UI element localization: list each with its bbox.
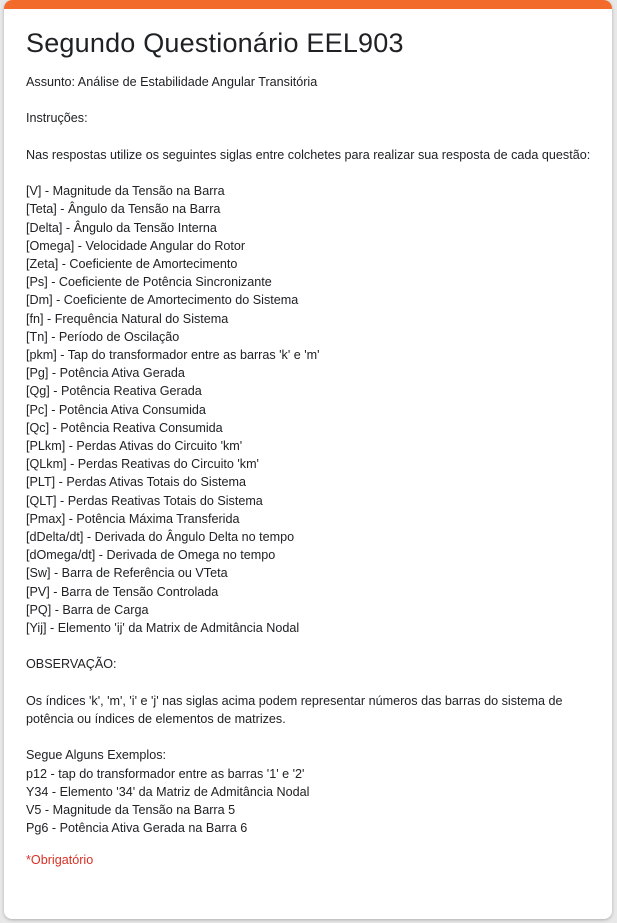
list-item: Pg6 - Potência Ativa Gerada na Barra 6 — [26, 821, 248, 836]
instructions-text: Nas respostas utilize os seguintes siglas entre colchetes para realizar sua resposta de cada questão: — [26, 147, 591, 162]
examples-list — [26, 765, 601, 838]
list-item: [PQ] - Barra de Carga — [26, 602, 149, 617]
list-item: p12 - tap do transformador entre as barras '1' e '2' — [26, 766, 305, 781]
list-item: [dDelta/dt] - Derivada do Ângulo Delta no tempo — [26, 530, 295, 545]
examples-label: Segue Alguns Exemplos: — [26, 748, 167, 763]
list-item: [Dm] - Coeficiente de Amortecimento do Sistema — [26, 293, 299, 308]
list-item: [Pc] - Potência Ativa Consumida — [26, 402, 206, 417]
form-header-content — [26, 25, 601, 869]
list-item: [Qc] - Potência Reativa Consumida — [26, 420, 223, 435]
list-item: [V] - Magnitude da Tensão na Barra — [26, 184, 225, 199]
observation-text: Os índices 'k', 'm', 'i' e 'j' nas siglas acima podem representar números das barras do sistema de potência ou índices de elementos de matrizes. — [26, 693, 563, 727]
list-item: [pkm] - Tap do transformador entre as barras 'k' e 'm' — [26, 348, 320, 362]
list-item: [fn] - Frequência Natural do Sistema — [26, 311, 229, 326]
observation-label: OBSERVAÇÃO: — [26, 657, 117, 672]
required-note: *Obrigatório — [26, 853, 94, 868]
subject-text: Assunto: Análise de Estabilidade Angular Transitória — [26, 75, 318, 89]
list-item: [Pg] - Potência Ativa Gerada — [26, 366, 185, 381]
list-item: [PLkm] - Perdas Ativas do Circuito 'km' — [26, 439, 243, 454]
list-item: [QLT] - Perdas Reativas Totais do Sistema — [26, 493, 263, 508]
list-item: [Qg] - Potência Reativa Gerada — [26, 384, 202, 399]
instructions-label: Instruções: — [26, 111, 88, 126]
header-accent-bar — [4, 0, 612, 9]
list-item: V5 - Magnitude da Tensão na Barra 5 — [26, 803, 236, 818]
list-item: [Pmax] - Potência Máxima Transferida — [26, 511, 240, 526]
list-item: [Tn] - Período de Oscilação — [26, 329, 180, 344]
list-item: [dOmega/dt] - Derivada de Omega no tempo — [26, 548, 276, 563]
list-item: [Teta] - Ângulo da Tensão na Barra — [26, 202, 221, 217]
list-item: [QLkm] - Perdas Reativas do Circuito 'km' — [26, 457, 259, 472]
list-item: [Omega] - Velocidade Angular do Rotor — [26, 238, 246, 253]
list-item: [Delta] - Ângulo da Tensão Interna — [26, 220, 217, 235]
list-item: [Yij] - Elemento 'ij' da Matrix de Admitância Nodal — [26, 621, 300, 636]
list-item: [Sw] - Barra de Referência ou VTeta — [26, 566, 228, 581]
list-item: Y34 - Elemento '34' da Matriz de Admitância Nodal — [26, 784, 310, 799]
siglas-list — [26, 182, 601, 637]
form-header-card — [4, 0, 612, 919]
form-description — [26, 73, 601, 837]
list-item: [Ps] - Coeficiente de Potência Sincronizante — [26, 275, 272, 290]
list-item: [Zeta] - Coeficiente de Amortecimento — [26, 256, 238, 271]
list-item: [PV] - Barra de Tensão Controlada — [26, 584, 219, 599]
list-item: [PLT] - Perdas Ativas Totais do Sistema — [26, 475, 247, 490]
form-title: Segundo Questionário EEL903 — [26, 28, 404, 58]
